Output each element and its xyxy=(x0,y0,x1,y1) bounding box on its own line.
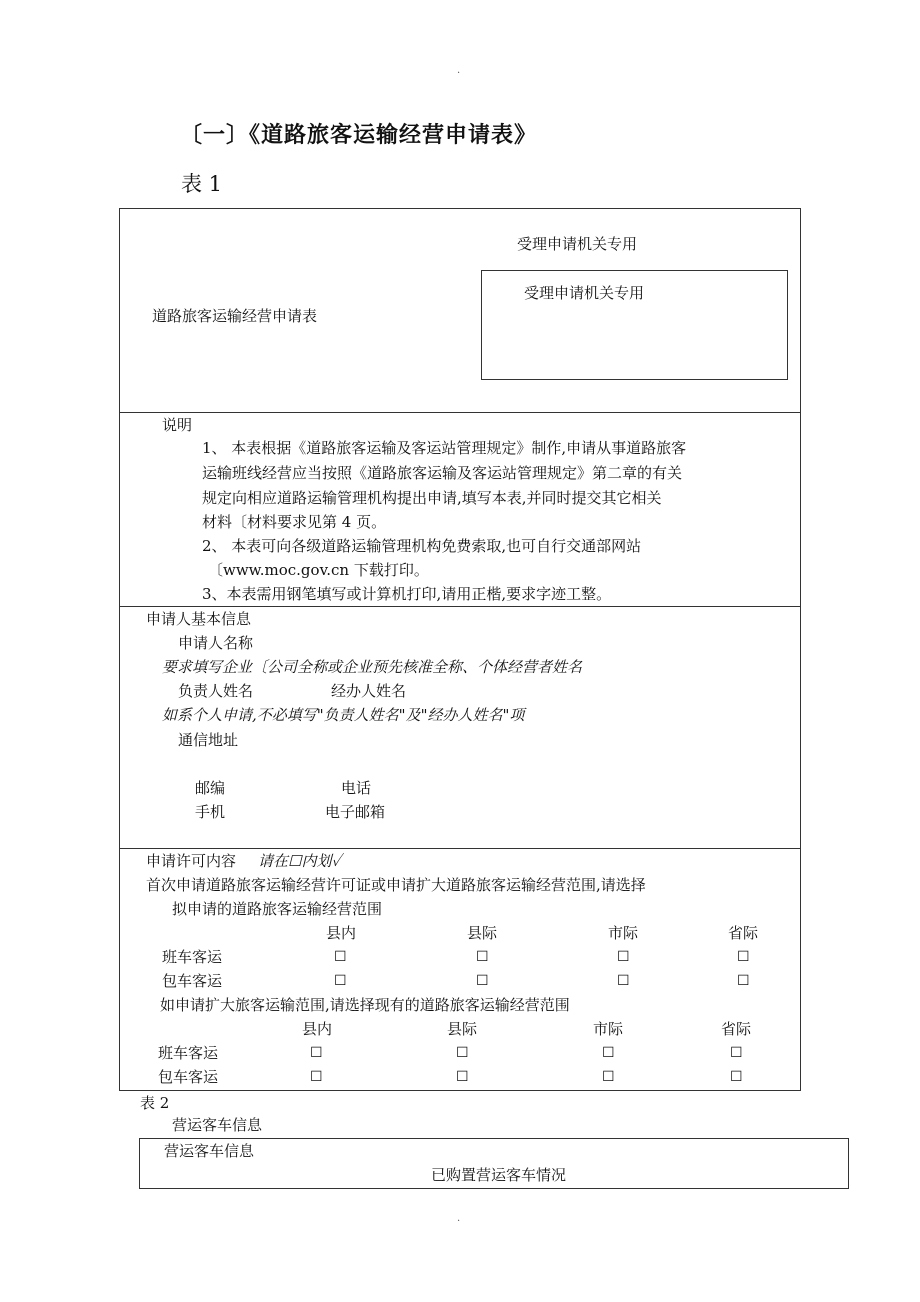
page-title: 〔一〕《道路旅客运输经营申请表》 xyxy=(180,122,538,148)
instruction-line: 运输班线经营应当按照《道路旅客运输及客运站管理规定》第二章的有关 xyxy=(202,464,683,482)
permit-section-title: 申请许可内容 xyxy=(146,852,237,870)
address-label: 通信地址 xyxy=(178,731,239,749)
applicant-name-hint: 要求填写企业〔公司全称或企业预先核准全称、个体经营者姓名 xyxy=(162,658,583,676)
checkbox[interactable]: ☐ xyxy=(334,949,347,965)
checkbox[interactable]: ☐ xyxy=(456,1069,469,1085)
instruction-line: 材料〔材料要求见第 4 页。 xyxy=(202,513,387,531)
checkbox[interactable]: ☐ xyxy=(310,1045,323,1061)
checkbox[interactable]: ☐ xyxy=(737,973,750,989)
scope-column-header: 县内 xyxy=(302,1020,333,1038)
mobile-label: 手机 xyxy=(195,803,226,821)
scope-row-label: 包车客运 xyxy=(162,972,223,990)
instruction-line: 3、本表需用钢笔填写或计算机打印,请用正楷,要求字迹工整。 xyxy=(202,585,612,603)
instruction-line: 规定向相应道路运输管理机构提出申请,填写本表,并同时提交其它相关 xyxy=(202,489,662,507)
scope-heading: 拟申请的道路旅客运输经营范围 xyxy=(172,900,383,918)
scope-column-header: 县内 xyxy=(326,924,357,942)
checkbox[interactable]: ☐ xyxy=(476,949,489,965)
office-use-box-text: 受理申请机关专用 xyxy=(524,284,645,302)
vehicle-section-title: 营运客车信息 xyxy=(172,1116,263,1134)
divider xyxy=(119,606,801,607)
instruction-line: 1、 本表根据《道路旅客运输及客运站管理规定》制作,申请从事道路旅客 xyxy=(202,439,687,457)
postcode-label: 邮编 xyxy=(195,779,226,797)
expand-scope-heading: 如申请扩大旅客运输范围,请选择现有的道路旅客运输经营范围 xyxy=(160,996,570,1014)
vehicle-box-title: 营运客车信息 xyxy=(164,1142,255,1160)
applicant-section-title: 申请人基本信息 xyxy=(146,610,252,628)
checkbox[interactable]: ☐ xyxy=(476,973,489,989)
scope-row-label: 包车客运 xyxy=(158,1068,219,1086)
phone-label: 电话 xyxy=(341,779,372,797)
instructions-title: 说明 xyxy=(162,416,193,434)
scope-column-header: 市际 xyxy=(608,924,639,942)
checkbox[interactable]: ☐ xyxy=(602,1045,615,1061)
checkbox[interactable]: ☐ xyxy=(730,1045,743,1061)
permit-first-line: 首次申请道路旅客运输经营许可证或申请扩大道路旅客运输经营范围,请选择 xyxy=(146,876,646,894)
scope-row-label: 班车客运 xyxy=(158,1044,219,1062)
scope-column-header: 县际 xyxy=(447,1020,478,1038)
page-mark-bottom: . xyxy=(457,1213,461,1224)
checkbox[interactable]: ☐ xyxy=(617,949,630,965)
scope-column-header: 市际 xyxy=(593,1020,624,1038)
divider xyxy=(119,412,801,413)
table1-label: 表 1 xyxy=(181,172,223,196)
divider xyxy=(119,848,801,849)
handler-label: 经办人姓名 xyxy=(331,682,407,700)
checkbox[interactable]: ☐ xyxy=(456,1045,469,1061)
checkbox[interactable]: ☐ xyxy=(730,1069,743,1085)
scope-row-label: 班车客运 xyxy=(162,948,223,966)
form-title: 道路旅客运输经营申请表 xyxy=(152,307,318,325)
scope-column-header: 省际 xyxy=(728,924,759,942)
page-mark-top: . xyxy=(457,65,461,76)
personal-application-hint: 如系个人申请,不必填写"负责人姓名"及"经办人姓名"项 xyxy=(162,706,525,724)
office-use-caption: 受理申请机关专用 xyxy=(517,235,638,253)
checkbox[interactable]: ☐ xyxy=(334,973,347,989)
instruction-line: 2、 本表可向各级道路运输管理机构免费索取,也可自行交通部网站 xyxy=(202,537,642,555)
scope-column-header: 县际 xyxy=(467,924,498,942)
checkbox[interactable]: ☐ xyxy=(310,1069,323,1085)
permit-title-hint: 请在☐内划✓ xyxy=(258,852,342,870)
email-label: 电子邮箱 xyxy=(325,803,386,821)
purchased-vehicles-title: 已购置营运客车情况 xyxy=(431,1166,567,1184)
checkbox[interactable]: ☐ xyxy=(617,973,630,989)
instruction-line: 〔www.moc.gov.cn 下载打印。 xyxy=(208,561,429,579)
table2-label: 表 2 xyxy=(140,1094,170,1112)
person-in-charge-label: 负责人姓名 xyxy=(178,682,254,700)
scope-column-header: 省际 xyxy=(721,1020,752,1038)
checkbox[interactable]: ☐ xyxy=(737,949,750,965)
checkbox[interactable]: ☐ xyxy=(602,1069,615,1085)
applicant-name-label: 申请人名称 xyxy=(178,634,254,652)
